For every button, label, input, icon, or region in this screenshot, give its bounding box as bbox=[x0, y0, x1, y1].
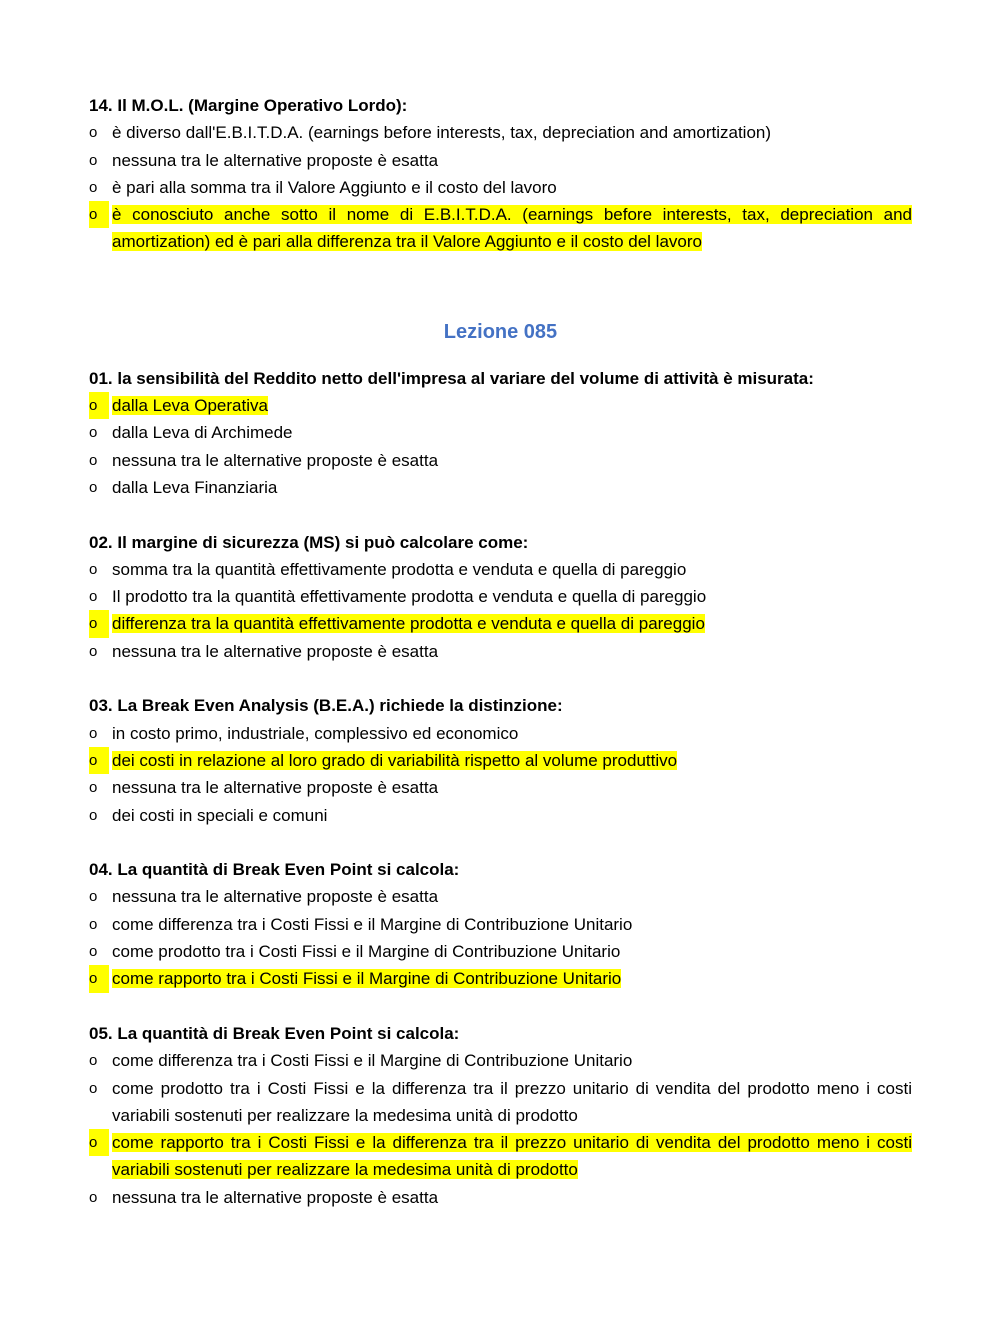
bullet-icon: o bbox=[89, 1052, 98, 1070]
answer-option: o come prodotto tra i Costi Fissi e il Margine di Contribuzione Unitario bbox=[89, 938, 912, 965]
question-block-14 bbox=[89, 92, 912, 256]
lesson-heading: Lezione 085 bbox=[443, 320, 558, 343]
answer-options bbox=[89, 1047, 912, 1211]
bullet-icon: o bbox=[89, 779, 98, 797]
bullet-icon: o bbox=[89, 478, 98, 496]
answer-option-correct: o differenza tra la quantità effettivamente prodotta e venduta e quella di pareggio bbox=[89, 610, 912, 637]
answer-option: o nessuna tra le alternative proposte è esatta bbox=[89, 147, 912, 174]
answer-option: o nessuna tra le alternative proposte è esatta bbox=[89, 883, 912, 910]
bullet-icon: o bbox=[89, 806, 98, 824]
answer-option: o nessuna tra le alternative proposte è esatta bbox=[89, 638, 912, 665]
answer-option-correct: o dei costi in relazione al loro grado di variabilità rispetto al volume produttivo bbox=[89, 747, 912, 774]
answer-option-correct: o è conosciuto anche sotto il nome di E.B.I.T.D.A. (earnings before interests, tax, depreciation and amortization) ed è pari alla differenza tra il Valore Aggiunto e il costo del lavoro bbox=[89, 201, 912, 256]
bullet-icon: o bbox=[89, 392, 109, 419]
document-page bbox=[89, 92, 912, 1211]
answer-option: o Il prodotto tra la quantità effettivamente prodotta e venduta e quella di pareggio bbox=[89, 583, 912, 610]
answer-option: o come differenza tra i Costi Fissi e il Margine di Contribuzione Unitario bbox=[89, 1047, 912, 1074]
bullet-icon: o bbox=[89, 151, 98, 169]
answer-option: o dalla Leva Finanziaria bbox=[89, 474, 912, 501]
answer-option: o è diverso dall'E.B.I.T.D.A. (earnings before interests, tax, depreciation and amortization) bbox=[89, 119, 912, 146]
answer-option: o nessuna tra le alternative proposte è esatta bbox=[89, 447, 912, 474]
answer-option-correct: o dalla Leva Operativa bbox=[89, 392, 912, 419]
bullet-icon: o bbox=[89, 124, 98, 142]
bullet-icon: o bbox=[89, 943, 98, 961]
bullet-icon: o bbox=[89, 610, 109, 637]
answer-option: o nessuna tra le alternative proposte è esatta bbox=[89, 774, 912, 801]
question-block-03 bbox=[89, 692, 912, 828]
bullet-icon: o bbox=[89, 724, 98, 742]
answer-options bbox=[89, 119, 912, 255]
question-block-02 bbox=[89, 529, 912, 665]
bullet-icon: o bbox=[89, 560, 98, 578]
bullet-icon: o bbox=[89, 424, 98, 442]
bullet-icon: o bbox=[89, 642, 98, 660]
bullet-icon: o bbox=[89, 888, 98, 906]
answer-options bbox=[89, 392, 912, 501]
answer-option: o dalla Leva di Archimede bbox=[89, 419, 912, 446]
question-title: 05. La quantità di Break Even Point si calcola: bbox=[89, 1023, 460, 1043]
question-title: 02. Il margine di sicurezza (MS) si può calcolare come: bbox=[89, 532, 529, 552]
answer-option: o in costo primo, industriale, complessivo ed economico bbox=[89, 720, 912, 747]
answer-option-correct: o come rapporto tra i Costi Fissi e la differenza tra il prezzo unitario di vendita del prodotto meno i costi variabili sostenuti per realizzare la medesima unità di prodotto bbox=[89, 1129, 912, 1184]
answer-options bbox=[89, 720, 912, 829]
answer-option: o nessuna tra le alternative proposte è esatta bbox=[89, 1184, 912, 1211]
answer-option: o somma tra la quantità effettivamente prodotta e venduta e quella di pareggio bbox=[89, 556, 912, 583]
answer-options bbox=[89, 883, 912, 992]
question-title: 01. la sensibilità del Reddito netto dell'impresa al variare del volume di attività è misurata: bbox=[89, 368, 814, 388]
question-title: 14. Il M.O.L. (Margine Operativo Lordo): bbox=[89, 96, 408, 115]
question-block-05 bbox=[89, 1020, 912, 1211]
answer-options bbox=[89, 556, 912, 665]
bullet-icon: o bbox=[89, 1129, 109, 1156]
bullet-icon: o bbox=[89, 201, 109, 228]
answer-option: o è pari alla somma tra il Valore Aggiunto e il costo del lavoro bbox=[89, 174, 912, 201]
bullet-icon: o bbox=[89, 178, 98, 196]
question-title: 03. La Break Even Analysis (B.E.A.) richiede la distinzione: bbox=[89, 696, 563, 716]
bullet-icon: o bbox=[89, 747, 109, 774]
question-block-01 bbox=[89, 365, 912, 501]
question-block-04 bbox=[89, 856, 912, 992]
bullet-icon: o bbox=[89, 1079, 98, 1097]
bullet-icon: o bbox=[89, 965, 109, 992]
bullet-icon: o bbox=[89, 588, 98, 606]
answer-option: o come differenza tra i Costi Fissi e il Margine di Contribuzione Unitario bbox=[89, 911, 912, 938]
bullet-icon: o bbox=[89, 1188, 98, 1206]
answer-option-correct: o come rapporto tra i Costi Fissi e il Margine di Contribuzione Unitario bbox=[89, 965, 912, 992]
bullet-icon: o bbox=[89, 451, 98, 469]
answer-option: o dei costi in speciali e comuni bbox=[89, 802, 912, 829]
question-title: 04. La quantità di Break Even Point si calcola: bbox=[89, 860, 460, 880]
bullet-icon: o bbox=[89, 915, 98, 933]
answer-option: o come prodotto tra i Costi Fissi e la differenza tra il prezzo unitario di vendita del prodotto meno i costi variabili sostenuti per realizzare la medesima unità di prodotto bbox=[89, 1075, 912, 1130]
